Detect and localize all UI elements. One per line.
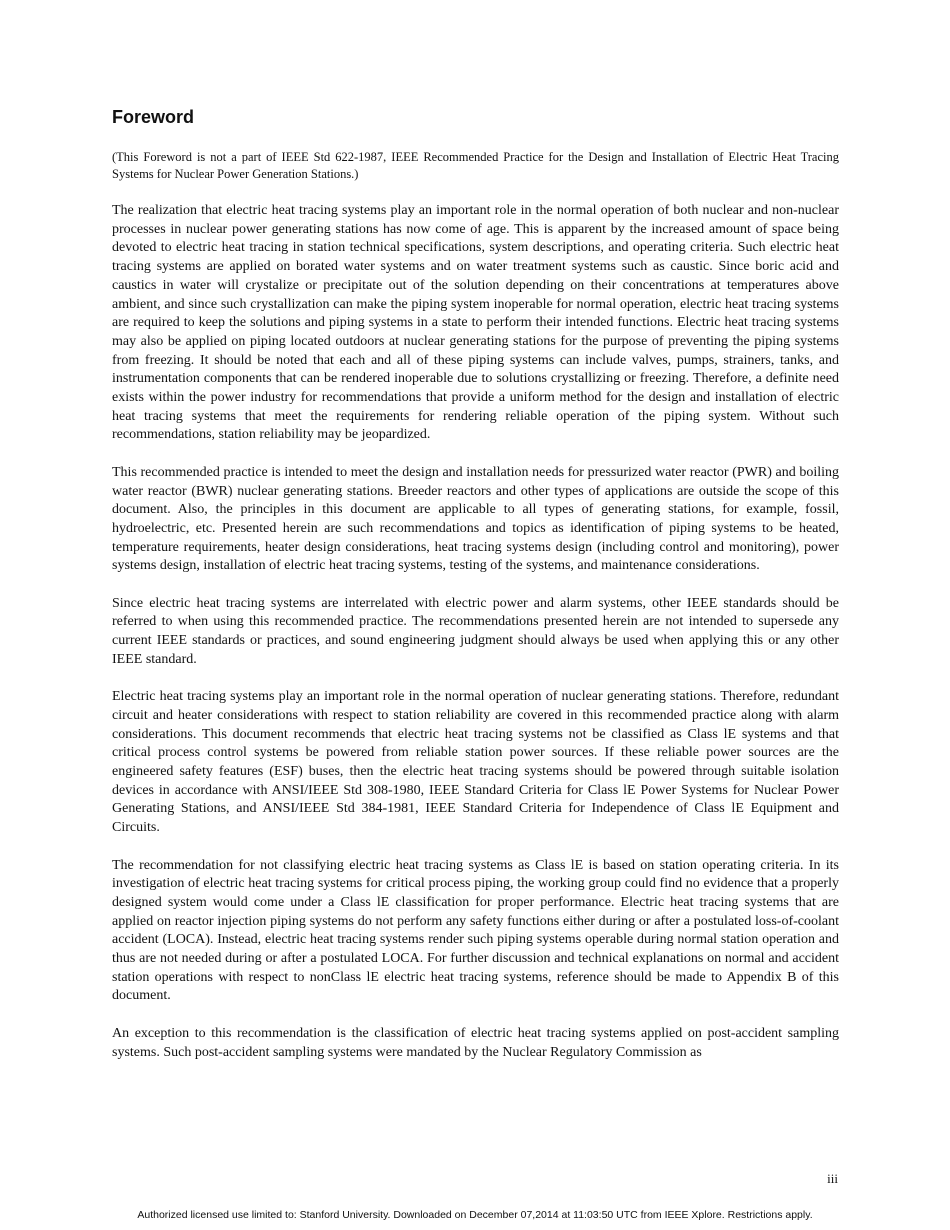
paragraph: Electric heat tracing systems play an important role in the normal operation of nuclear generating stations. Therefore, redundant circuit and heater considerations with respect to station reliability are covered in this recommended practice along with alarm considerations. This document recommends that electric heat tracing systems not be classified as Class lE systems and that critical process control systems be powered from reliable station power sources. If these reliable power sources are the engineered safety features (ESF) buses, then the electric heat tracing systems should be powered through suitable isolation devices in accordance with ANSI/IEEE Std 308-1980, IEEE Standard Criteria for Class lE Power Systems for Nuclear Power Generating Stations, and ANSI/IEEE Std 384-1981, IEEE Standard Criteria for Independence of Class lE Equipment and Circuits. [112, 689, 839, 836]
paragraph: The realization that electric heat tracing systems play an important role in the normal operation of both nuclear and non-nuclear processes in nuclear power generating stations has now come of age. This is apparent by the increased amount of space being devoted to electric heat tracing in station technical specifications, system descriptions, and operating criteria. Such electric heat tracing systems are applied on borated water systems and on water treatment systems such as caustic. Since boric acid and caustics in water will crystalize or precipitate out of the solution depending on their concentrations at temperatures above ambient, and since such crystallization can make the piping system inoperable for normal operation, electric heat tracing systems are required to keep the solutions and piping systems in a state to perform their intended functions. Electric heat tracing systems may also be applied on piping located outdoors at nuclear generating stations for the purpose of preventing the piping systems from freezing. It should be noted that each and all of these piping systems can include valves, pumps, strainers, tanks, and instrumentation components that can be rendered inoperable due to solutions crystallizing or freezing. Therefore, a definite need exists within the power industry for recommendations that provide a uniform method for the design and installation of electric heat tracing systems that meet the requirements for rendering reliable operation of the piping system. Without such recommendations, station reliability may be jeopardized. [112, 203, 839, 443]
page-number: iii [827, 1171, 838, 1186]
license-footer: Authorized licensed use limited to: Stanford University. Downloaded on December 07,2014 at 11:03:50 UTC from IEEE Xplore. Restrictions apply. [137, 1209, 813, 1221]
page-title: Foreword [112, 107, 195, 127]
paragraph: Since electric heat tracing systems are interrelated with electric power and alarm systems, other IEEE standards should be referred to when using this recommended practice. The recommendations presented herein are not intended to supersede any current IEEE standards or practices, and sound engineering judgment should always be used when applying this or any other IEEE standard. [112, 595, 839, 667]
paragraph: An exception to this recommendation is the classification of electric heat tracing systems applied on post-accident sampling systems. Such post-accident sampling systems were mandated by the Nuclear Regulatory Commission as [112, 1025, 839, 1060]
paragraph: This recommended practice is intended to meet the design and installation needs for pressurized water reactor (PWR) and boiling water reactor (BWR) nuclear generating stations. Breeder reactors and other types of applications are outside the scope of this document. Also, the principles in this document are applicable to all types of generating stations, for example, fossil, hydroelectric, etc. Presented herein are such recommendations and topics as identification of piping systems to be heated, temperature requirements, heater design considerations, heat tracing systems design (including control and monitoring), power systems design, installation of electric heat tracing systems, testing of the systems, and maintenance considerations. [112, 464, 839, 574]
paragraph: The recommendation for not classifying electric heat tracing systems as Class lE is based on station operating criteria. In its investigation of electric heat tracing systems for critical process piping, the working group could find no evidence that a properly designed system would come under a Class lE classification for proper performance. Electric heat tracing systems that are applied on reactor injection piping systems do not perform any safety functions either during or after a postulated loss-of-coolant accident (LOCA). Instead, electric heat tracing systems render such piping systems operable during normal station operation and thus are not needed during or after a postulated LOCA. For further discussion and technical explanations on normal and accident station operations with respect to nonClass lE electric heat tracing systems, reference should be made to Appendix B of this document. [112, 857, 839, 1004]
foreword-note: (This Foreword is not a part of IEEE Std 622-1987, IEEE Recommended Practice for the Design and Installation of Electric Heat Tracing Systems for Nuclear Power Generation Stations.) [112, 150, 839, 181]
foreword-body [112, 202, 839, 1081]
